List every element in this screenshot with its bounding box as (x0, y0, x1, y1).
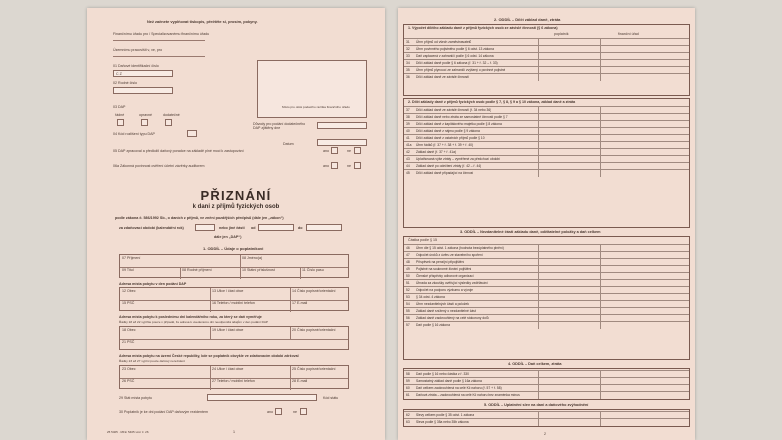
last-address-title: Adresa místa pobytu k poslednímu dni kalendářního roku, za který se daň vyměřuje (119, 315, 262, 319)
tax-id-prefix: C Z (116, 72, 122, 76)
row-label: Úhrn povinného pojistného podle § 6 odst. 13 zákona (416, 47, 494, 51)
state-code-label: Kód státu (323, 396, 339, 400)
row-number: 46 (406, 246, 410, 250)
row-label: Uplatňovaná výše ztráty – vyměřené za předchozí období (416, 157, 501, 161)
form-row (404, 73, 689, 81)
row-label: Daň celkem zaokrouhlená na celé Kč nahoru (ř. 57 + ř. 58) (416, 386, 502, 390)
row-label: Úhrada za zkoušky ověřující výsledky vzdělávání (416, 281, 488, 285)
email-label[interactable]: 17 E-mail (292, 301, 308, 305)
payer-value-cell[interactable] (538, 419, 601, 426)
row-number: 63 (406, 420, 410, 424)
title-label[interactable]: 09 Titul (122, 268, 134, 272)
page2-number: 2 (544, 432, 546, 436)
reason-date-label: Důvody pro podání dodatečného DAP zjištěny dne (253, 122, 306, 130)
resident-no-checkbox[interactable] (300, 408, 307, 415)
page1-number: 1 (233, 430, 235, 434)
type-code-field[interactable] (187, 130, 197, 137)
payer-value-cell[interactable] (538, 74, 601, 81)
resident-sign-label: 30 Poplatník je ke dni podání DAP daňovým rezidentem (119, 410, 209, 414)
period-label: za zdaňovací období (kalendářní rok) (119, 226, 184, 230)
city3-label[interactable]: 23 Obec (122, 367, 136, 371)
section3 (403, 236, 690, 360)
row-label: Dílčí základ daně podle § 6 zákona (ř. 31 + ř. 32 – ř. 33) (416, 61, 498, 65)
row-number: 45 (406, 171, 410, 175)
row-label: Daňová ztráta – zaokrouhlená na celé Kč nahoru bez znaménka mínus (416, 393, 520, 397)
audit-yes: ano (323, 164, 329, 168)
email3-label[interactable]: 28 E-mail (292, 379, 308, 383)
maiden-name-label[interactable]: 08 Rodné příjmení (182, 268, 212, 272)
office-value-cell[interactable] (600, 322, 689, 329)
row-label: Dílčí základ daně z nájmu podle § 9 zákona (416, 129, 480, 133)
subsection1-title: 1. Výpočet dílčího základu daně z příjmů fyzických osob ze závislé činnosti (§ 6 zákona) (408, 26, 558, 30)
tax-id-label: 01 Daňové identifikační číslo (113, 64, 159, 68)
row-label: Pojistné na soukromé životní pojištění (416, 267, 472, 271)
period-middle: nebo jiné části (219, 226, 245, 230)
col-law: Částka podle § 15 (408, 238, 437, 242)
dap-option-regular: řádné (115, 113, 125, 117)
period-to-label: do (298, 226, 303, 230)
row-label: Dílčí základ daně z kapitálového majetku podle § 8 zákona (416, 122, 502, 126)
row-number: 41 (406, 136, 410, 140)
row-number: 42 (406, 150, 410, 154)
street-label[interactable]: 13 Ulice / část obce (212, 289, 244, 293)
row-number: 44 (406, 164, 410, 168)
citizenship-label[interactable]: 10 Státní příslušnost (242, 268, 275, 272)
row-number: 48 (406, 260, 410, 264)
dap-regular-checkbox[interactable] (117, 119, 124, 126)
resident-state-field[interactable] (207, 394, 317, 401)
row-number: 55 (406, 309, 410, 313)
phone3-label[interactable]: 27 Telefon / mobilní telefon (212, 379, 255, 383)
row-label: Úhrn příjmů plynoucí ze zahraničí zvýšený o povinné pojistné (416, 68, 506, 72)
dap-supplementary-checkbox[interactable] (165, 119, 172, 126)
audit-label: 06a Zákonná povinnost ověření účetní závěrky auditorem (113, 164, 205, 168)
row-number: 60 (406, 386, 410, 390)
form-row (404, 418, 689, 426)
section2-part1 (403, 24, 690, 96)
row-number: 33 (406, 54, 410, 58)
regional-office-line[interactable] (113, 56, 205, 57)
audit-no: ne (347, 164, 351, 168)
row-label: Základ daně zaokrouhlený na celé stokoruny dolů (416, 316, 489, 320)
abroad-title: Adresa místa pobytu na území České republiky, kde se poplatník obvykle ve zdaňovacím období zdržoval (119, 354, 299, 358)
house-number-label[interactable]: 14 Číslo popisné/orientační (292, 289, 336, 293)
form-title: PŘIZNÁNÍ (200, 188, 272, 203)
payer-value-cell[interactable] (538, 322, 601, 329)
row-number: 61 (406, 393, 410, 397)
row-label: Úhrn nezdanitelných částí a položek (416, 302, 469, 306)
stamp-area (257, 60, 367, 118)
house2-label[interactable]: 20 Číslo popisné/orientační (292, 328, 336, 332)
row-number: 54 (406, 302, 410, 306)
row-number: 53 (406, 295, 410, 299)
period-from-label: od (251, 226, 256, 230)
last-address-table (119, 326, 349, 350)
row-number: 32 (406, 47, 410, 51)
row-label: § 34 odst. 4 zákona (416, 295, 445, 299)
house3-label[interactable]: 25 Číslo popisné/orientační (292, 367, 336, 371)
row-number: 31 (406, 40, 410, 44)
row-label: Odpočet úroků z úvěru ze stavebního spoření (416, 253, 483, 257)
dap-type-label: 03 DAP (113, 105, 126, 109)
zip2-label[interactable]: 21 PSČ (122, 340, 135, 344)
tax-id-field[interactable] (113, 70, 173, 77)
birth-number-label: 02 Rodné číslo (113, 81, 137, 85)
row-label: Základ daně (ř. 37 + ř. 41a) (416, 150, 457, 154)
type-code-label: 04 Kód rozlišení typu DAP (113, 132, 155, 136)
row-number: 39 (406, 122, 410, 126)
row-label: Samostatný základ daně podle § 16a zákona (416, 379, 482, 383)
street3-label[interactable]: 24 Ulice / část obce (212, 367, 244, 371)
row-number: 57 (406, 323, 410, 327)
resident-state-label: 29 Stát místa pobytu (119, 396, 152, 400)
phone-label[interactable]: 16 Telefon / mobilní telefon (212, 301, 255, 305)
city2-label[interactable]: 18 Obec (122, 328, 136, 332)
row-label: Úhrn příjmů od všech zaměstnavatelů (416, 40, 472, 44)
row-label: Daň podle § 16 nebo částka z ř. 330 (416, 372, 469, 376)
advisor-label: 05 DAP zpracoval a předložil daňový poradce na základě plné moci k zastupování (113, 149, 244, 153)
address-title: Adresa místa pobytu v den podání DAP (119, 282, 187, 286)
form-subtitle: k dani z příjmů fyzických osob (192, 204, 280, 210)
row-label: Členské příspěvky odborové organizaci (416, 274, 474, 278)
row-label: Dílčí základ daně z ostatních příjmů podle § 10 (416, 136, 485, 140)
row-label: Slevy celkem podle § 35 odst. 1 zákona (416, 413, 475, 417)
row-label: Daň zaplacená v zahraničí podle § 6 odst. 14 zákona (416, 54, 494, 58)
section5 (403, 409, 690, 427)
row-number: 34 (406, 61, 410, 65)
tax-office-line[interactable] (113, 40, 205, 41)
row-label: Úhrn řádků (ř. 37 + ř. 38 + ř. 39 + ř. 40) (416, 143, 474, 147)
section3-title: 3. ODDÍL – Nezdanitelné části základu daně, odčitatelné položky a daň celkem (460, 230, 601, 234)
first-name-label[interactable]: 08 Jméno(a) (242, 256, 263, 260)
row-number: 47 (406, 253, 410, 257)
date-label: Datum (283, 142, 294, 146)
payer-value-cell[interactable] (538, 392, 601, 399)
surname-label[interactable]: 07 Příjmení (122, 256, 141, 260)
audit-no-checkbox[interactable] (354, 162, 361, 169)
row-number: 59 (406, 379, 410, 383)
dap-option-supplementary: dodatečné (163, 113, 180, 117)
row-number: 51 (406, 281, 410, 285)
tax-office-label: Finančnímu úřadu pro / Specializovanému finančnímu úřadu (113, 32, 210, 36)
form-code: 25 5405 · MFin 5405 vzor č. 26 (107, 430, 149, 434)
office-value-cell[interactable] (600, 170, 689, 177)
form-row (404, 321, 689, 329)
law-line: podle zákona č. 586/1992 Sb., o daních z příjmů, ve znění pozdějších předpisů (dále jen „zákon“) (115, 216, 284, 220)
advisor-no-checkbox[interactable] (354, 147, 361, 154)
abroad-table (119, 365, 349, 389)
dap-short: dále jen „DAP“) (214, 235, 242, 239)
row-label: Daň podle § 16 zákona (416, 323, 450, 327)
row-label: Dílčí základ daně ze závislé činnosti (416, 75, 469, 79)
stamp-note: Místo pro otisk podacího razítka finančního úřadu (282, 105, 350, 109)
row-number: 43 (406, 157, 410, 161)
row-number: 52 (406, 288, 410, 292)
section4 (403, 368, 690, 400)
form-row (404, 169, 689, 177)
row-label: Dílčí základ daně připadající na činnost (416, 171, 474, 175)
payer-value-cell[interactable] (538, 170, 601, 177)
dap-corrective-checkbox[interactable] (141, 119, 148, 126)
section2-title: 2. ODDÍL – Dílčí základ daně, ztráta (494, 17, 561, 22)
form-page-1 (87, 8, 385, 440)
row-label: Odpočet na podporu výzkumu a vývoje (416, 288, 473, 292)
office-value-cell[interactable] (600, 392, 689, 399)
row-number: 50 (406, 274, 410, 278)
last-address-note: Řádky 18 až 22 vyplňte pouze v případě, že adresa k uvedenému dni neodpovídá údajům v den podání DAP (119, 320, 268, 324)
personal-data-table (119, 254, 349, 278)
row-number: 41a (406, 143, 412, 147)
advisor-no: ne (347, 149, 351, 153)
row-number: 58 (406, 372, 410, 376)
row-number: 62 (406, 413, 410, 417)
form-row (404, 391, 689, 399)
resident-yes: ano (267, 410, 273, 414)
section4-title: 4. ODDÍL – Daň celkem, ztráta (508, 362, 562, 366)
row-number: 37 (406, 108, 410, 112)
row-number: 38 (406, 115, 410, 119)
row-label: Sleva podle § 35a nebo 35b zákona (416, 420, 469, 424)
row-label: Dílčí základ daně ze závislé činnosti (ř. 34 nebo 36) (416, 108, 492, 112)
row-number: 49 (406, 267, 410, 271)
period-from-field[interactable] (258, 224, 294, 231)
col-payer: poplatník (554, 32, 569, 36)
regional-office-label: Územnímu pracovišti v, ve, pro (113, 48, 163, 52)
audit-yes-checkbox[interactable] (331, 162, 338, 169)
form-page-2 (398, 8, 695, 440)
passport-label[interactable]: 11 Číslo pasu (302, 268, 324, 272)
street2-label[interactable]: 19 Ulice / část obce (212, 328, 244, 332)
row-label: Úhrn dle § 15 odst. 1 zákona (hodnota bezúplatného plnění) (416, 246, 504, 250)
abroad-note: Řádky 23 až 27 vyplní pouze daňový nerezident (119, 359, 185, 363)
row-label: Dílčí základ daně nebo ztráta ze samostatné činnosti podle § 7 (416, 115, 508, 119)
dap-option-corrective: opravné (139, 113, 152, 117)
office-value-cell[interactable] (600, 74, 689, 81)
row-number: 36 (406, 75, 410, 79)
office-value-cell[interactable] (600, 419, 689, 426)
instruction-note: Než začnete vyplňovat tiskopis, přečtěte si, prosím, pokyny. (147, 19, 258, 24)
row-label: Základ daně snížený o nezdanitelné části (416, 309, 477, 313)
zip3-label[interactable]: 26 PSČ (122, 379, 135, 383)
advisor-yes: ano (323, 149, 329, 153)
zip-label[interactable]: 15 PSČ (122, 301, 135, 305)
row-label: Základ daně po odečtení ztráty (ř. 42 – ř. 44) (416, 164, 482, 168)
advisor-yes-checkbox[interactable] (331, 147, 338, 154)
birth-number-field[interactable] (113, 87, 173, 94)
row-number: 56 (406, 316, 410, 320)
row-label: Příspěvek na penzijní připojištění (416, 260, 465, 264)
resident-no: ne (293, 410, 297, 414)
address-table (119, 287, 349, 311)
col-office: finanční úřad (618, 32, 639, 36)
reason-date-field[interactable] (317, 122, 367, 129)
year-field[interactable] (195, 224, 215, 231)
date-field[interactable] (317, 139, 367, 146)
section5-title: 5. ODDÍL – Uplatnění slev na dani a daňového zvýhodnění (484, 403, 589, 407)
subsection2-title: 2. Dílčí základy daně z příjmů fyzických osob podle § 7, § 8, § 9 a § 10 zákona, základ daně a ztráta (408, 100, 576, 104)
period-to-field[interactable] (306, 224, 342, 231)
section1-title: 1. ODDÍL – Údaje o poplatníkovi (203, 246, 264, 251)
row-number: 35 (406, 68, 410, 72)
municipality-label[interactable]: 12 Obec (122, 289, 136, 293)
section2-part2 (403, 98, 690, 228)
row-number: 40 (406, 129, 410, 133)
resident-yes-checkbox[interactable] (275, 408, 282, 415)
